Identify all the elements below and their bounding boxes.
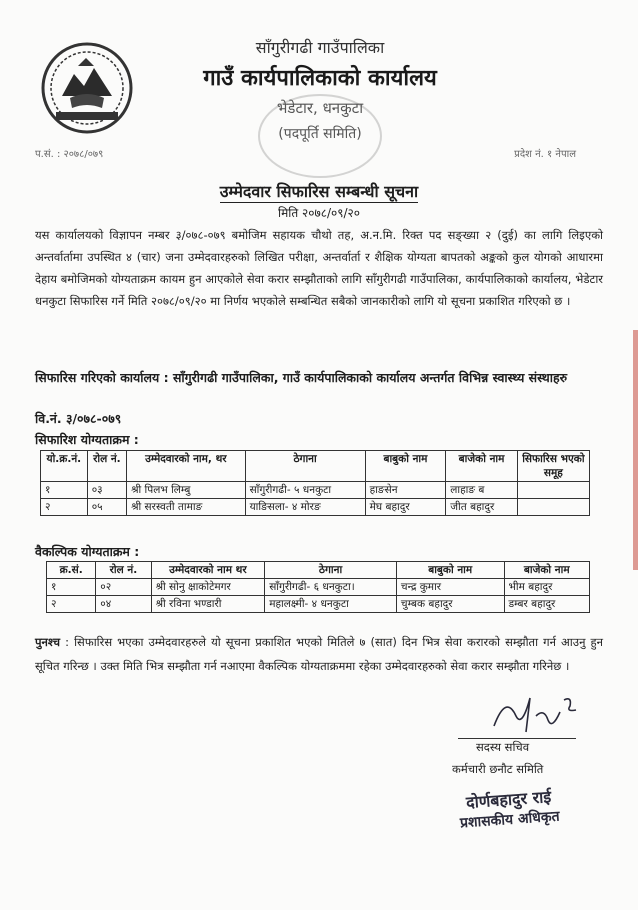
table-cell: डम्बर बहादुर [504,596,590,613]
table-cell: ०२ [96,579,151,596]
table-cell: ०४ [96,596,151,613]
table-cell: लाहाङ ब [446,482,518,499]
table-cell: १ [41,482,88,499]
advertisement-number: वि.नं. ३/०७८-०७९ [35,411,122,426]
column-header: उम्मेदवारको नाम थर [151,562,265,579]
municipality-name: साँगुरीगढी गाउँपालिका [255,38,385,57]
handwritten-signature [486,686,586,736]
table-header-row [41,451,590,482]
postscript [35,630,603,678]
table-cell: श्री पिलभ लिम्बु [127,482,246,499]
table-cell: हाङसेन [365,482,446,499]
table-cell: महालक्ष्मी- ४ धनकुटा [265,596,397,613]
table-row [41,499,590,516]
page-edge-mark [633,330,638,570]
table-cell: श्री सरस्वती तामाङ [127,499,246,516]
province-label: प्रदेश नं. १ नेपाल [514,149,576,160]
table-row [47,596,590,613]
column-header: रोल नं. [87,451,126,482]
table-row [47,579,590,596]
recommended-office: सिफारिस गरिएको कार्यालय : साँगुरीगढी गाउँपालिका, गाउँ कार्यपालिकाको कार्यालय अन्तर्गत विभिन्न स्वास्थ्य संस्थाहरु [35,370,568,385]
table-cell: जीत बहादुर [446,499,518,516]
table-cell [517,499,589,516]
table-cell: श्री सोनु क्षाकोटेमगर [151,579,265,596]
column-header: बाजेको नाम [504,562,590,579]
committee-name: (पदपूर्ति समिति) [278,126,362,142]
table-cell: १ [47,579,96,596]
postscript-text: : सिफारिस भएका उम्मेदवारहरुले यो सूचना प्रकाशित भएको मितिले ७ (सात) दिन भित्र सेवा करारको सम्झौता गर्न आउनु हुन सूचित गरिन्छ । उक्त मिति भित्र सम्झौता गर्न नआएमा वैकल्पिक योग्यताक्रममा रहेका उम्मेदवारहरुको सेवा करार सम्झौता गरिनेछ । [35,635,603,673]
table-cell: मेघ बहादुर [365,499,446,516]
nepal-emblem-icon [34,38,140,136]
column-header: उम्मेदवारको नाम, थर [127,451,246,482]
recommended-table [40,450,590,516]
table-cell: ०५ [87,499,126,516]
column-header: सिफारिस भएको समूह [517,451,589,482]
notice-date: मिति २०७८/०९/२० [277,206,361,220]
notice-title [0,180,638,202]
officer-title-stamp: प्रशासकीय अधिकृत [459,808,561,832]
table-row [41,482,590,499]
column-header: ठेगाना [245,451,365,482]
table-cell: याङिसला- ४ मोरङ [245,499,365,516]
column-header: बाजेको नाम [446,451,518,482]
signature-line [458,738,576,739]
committee-label: कर्मचारी छनौट समिति [452,762,544,776]
alternate-table [46,561,590,613]
table-cell: २ [47,596,96,613]
table-cell: चन्द्र कुमार [396,579,504,596]
table-cell: साँगुरीगढी- ५ धनकुटा [245,482,365,499]
table-cell: ०३ [87,482,126,499]
postscript-label: पुनश्च [35,635,61,649]
notice-body: यस कार्यालयको विज्ञापन नम्बर ३/०७८-०७९ बमोजिम सहायक चौथो तह, अ.न.मि. रिक्त पद सङ्ख्या २ (दुई) का लागि लिइएको अन्तर्वार्तामा उपस्थित ४ (चार) जना उम्मेदवारहरुको लिखित परीक्षा, अन्तर्वार्ता र शैक्षिक योग्यता बापतको अङ्कको कुल योगको आधारमा देहाय बमोजिमको योग्यताक्रम कायम हुन आएकोले सेवा करार सम्झौताको लागि साँगुरीगढी गाउँपालिका, कार्यपालिकाको कार्यालय, भेडेटार धनकुटा सिफारिस गर्ने मिति २०७८/०९/२० मा निर्णय भएकोले सम्बन्धित सबैको जानकारीको लागि यो सूचना प्रकाशित गरिएको छ । [35,228,603,308]
column-header: यो.क्र.नं. [41,451,88,482]
office-name: गाउँ कार्यपालिकाको कार्यालय [203,66,437,91]
recommended-heading: सिफारिश योग्यताक्रम : [35,432,139,447]
office-location: भेडेटार, धनकुटा [276,99,364,117]
officer-name-stamp: दोर्णबहादुर राई [465,787,552,812]
column-header: क्र.सं. [47,562,96,579]
table-cell: श्री रविना भण्डारी [151,596,265,613]
column-header: ठेगाना [265,562,397,579]
table-cell: २ [41,499,88,516]
column-header: बाबुको नाम [365,451,446,482]
table-cell: भीम बहादुर [504,579,590,596]
column-header: रोल नं. [96,562,151,579]
reference-number: प.सं. : २०७८/०७९ [35,149,104,160]
table-cell [517,482,589,499]
member-secretary-label: सदस्य सचिव [476,740,530,754]
notice-title-text: उम्मेदवार सिफारिस सम्बन्धी सूचना [219,182,419,201]
table-cell: चुम्बक बहादुर [396,596,504,613]
table-header-row [47,562,590,579]
alternate-heading: वैकल्पिक योग्यताक्रम : [35,544,140,559]
column-header: बाबुको नाम [396,562,504,579]
table-cell: साँगुरीगढी- ६ धनकुटा। [265,579,397,596]
